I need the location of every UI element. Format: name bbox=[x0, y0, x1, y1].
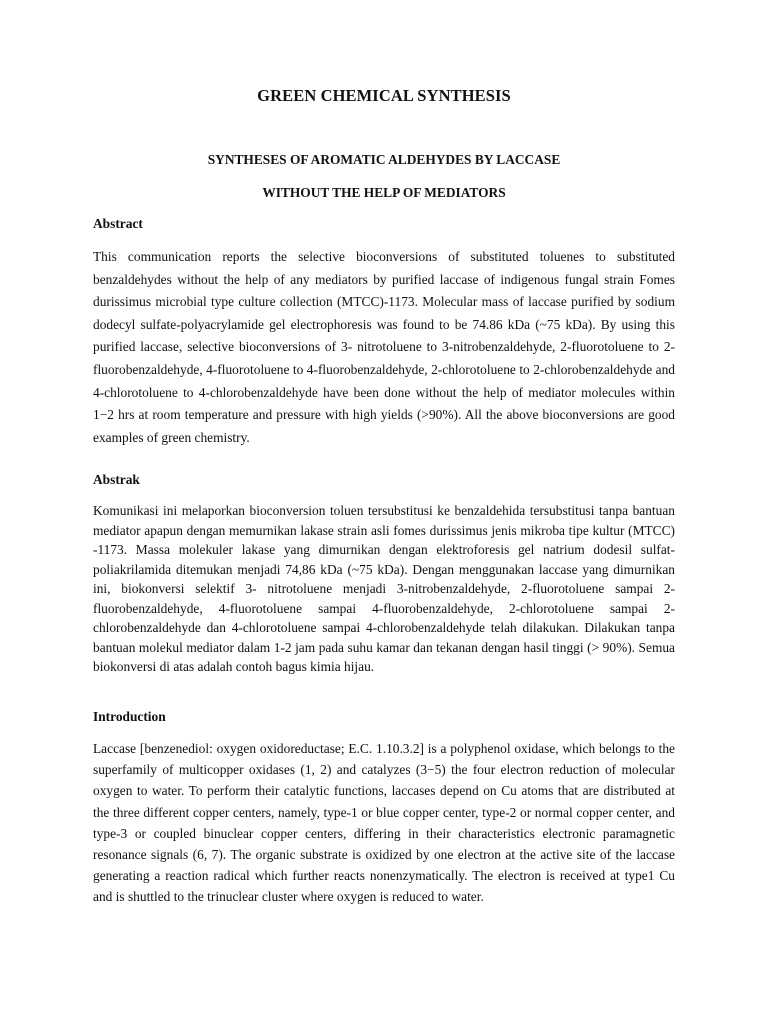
introduction-paragraph: Laccase [benzenediol: oxygen oxidoreductase; E.C. 1.10.3.2] is a polyphenol oxidase, which belongs to the superfamily of multicopper oxidases (1, 2) and catalyzes (3−5) the four electron reduction of molecular oxygen to water. To perform their catalytic functions, laccases depend on Cu atoms that are distributed at the three different copper centers, namely, type-1 or blue copper center, type-2 or normal copper center, and type-3 or coupled binuclear copper centers, differing in their characteristics electronic paramagnetic resonance signals (6, 7). The organic substrate is oxidized by one electron at the active site of the laccase generating a reaction radical which further reacts nonenzymatically. The electron is received at type1 Cu and is shuttled to the trinuclear cluster where oxygen is reduced to water. bbox=[93, 741, 675, 905]
abstract-paragraph: This communication reports the selective bioconversions of substituted toluenes to substituted benzaldehydes without the help of any mediators by purified laccase of indigenous fungal strain Fomes durissimus microbial type culture collection (MTCC)-1173. Molecular mass of laccase purified by sodium dodecyl sulfate-polyacrylamide gel electrophoresis was found to be 74.86 kDa (~75 kDa). By using this purified laccase, selective bioconversions of 3- nitrotoluene to 3-nitrobenzaldehyde, 2-fluorotoluene to 2-fluorobenzaldehyde, 4-fluorotoluene to 4-fluorobenzaldehyde, 2-chlorotoluene to 2-chlorobenzaldehyde and 4-chlorotoluene to 4-chlorobenzaldehyde have been done without the help of mediator molecules within 1−2 hrs at room temperature and pressure with high yields (>90%). All the above bioconversions are good examples of green chemistry. bbox=[93, 249, 675, 445]
abstrak-paragraph: Komunikasi ini melaporkan bioconversion toluen tersubstitusi ke benzaldehida tersubstitusi tanpa bantuan mediator apapun dengan memurnikan lakase strain asli fomes durissimus jenis mikroba tipe kultur (MTCC) -1173. Massa molekuler lakase yang dimurnikan dengan elektroforesis gel natrium dodesil sulfat-poliakrilamida ditemukan menjadi 74,86 kDa (~75 kDa). Dengan menggunakan laccase yang dimurnikan ini, biokonversi selektif 3- nitrotoluene menjadi 3-nitrobenzaldehyde, 2-fluorotoluene sampai 2-fluorobenzaldehyde, 4-fluorotoluene sampai 4-fluorobenzaldehyde, 2-chlorotoluene sampai 2-chlorobenzaldehyde dan 4-chlorotoluene sampai 4-chlorobenzaldehyde telah dilakukan. Dilakukan tanpa bantuan molekul mediator dalam 1-2 jam pada suhu kamar dan tekanan dengan hasil tinggi (> 90%). Semua biokonversi di atas adalah contoh bagus kimia hijau. bbox=[93, 503, 675, 674]
paper-title-line-1: SYNTHESES OF AROMATIC ALDEHYDES BY LACCASE bbox=[207, 152, 561, 167]
introduction-heading: Introduction bbox=[93, 709, 166, 724]
abstrak-heading: Abstrak bbox=[93, 472, 140, 487]
document-title: GREEN CHEMICAL SYNTHESIS bbox=[257, 86, 511, 105]
paper-title-line-2: WITHOUT THE HELP OF MEDIATORS bbox=[262, 185, 506, 200]
abstract-heading: Abstract bbox=[93, 216, 143, 231]
